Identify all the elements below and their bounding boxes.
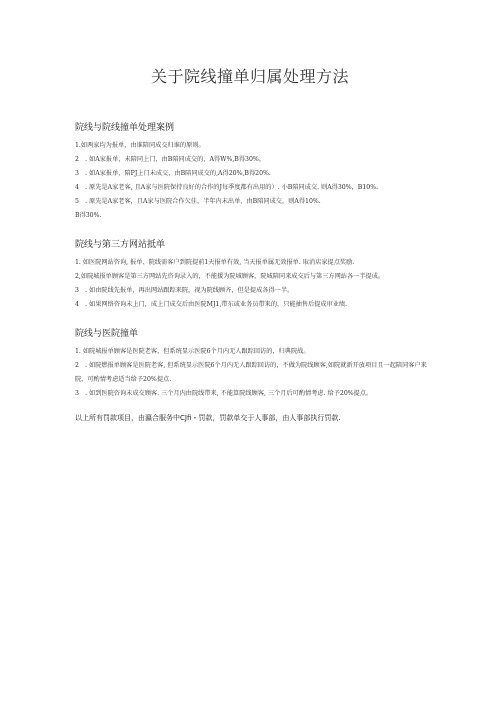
section-heading: 院线与院线撞单处理案例	[75, 123, 175, 133]
paragraph: 3 . 如由院线先报单，再出网站跟踪来院，视为院线顾齐，但是提成各得一半。	[75, 287, 294, 294]
section-hospital-line-vs-hospital-line	[75, 120, 430, 223]
section-hospital-line-vs-hospital	[75, 326, 430, 401]
paragraph: 3 . 如A家报单，陪PJ上门未成交，由B陪同成交的,A得20%,B得20%.	[75, 170, 271, 177]
paragraph: 2 . 如院燃报单顾客是医院老客, 但系统显示医院6个月内无人跟踪回访的，不做为院线顾客,如院就新开放项目且一起陪同客户来院，可酌情考虑适当给予20%提点.	[75, 362, 427, 383]
paragraph: 1. 如院城报单顾客是医院老客，但系统显示医院6个月内无人跟踪回访的，归典院战。	[75, 348, 310, 355]
document-title: 关于院线撞单归属处理方法	[150, 67, 349, 86]
paragraph: 3 . 如到医院咨询未成交顾客. 三个月内由院线带来, 不能算院线顾客, 三个月后可酌情考虑. 给予20%提点。	[75, 390, 373, 397]
paragraph: 1. 如医院网站咨询, 报单、院线需客户到院提前1天报单有效, 当天报单属无效报单. 取消店家提点奖励.	[75, 259, 355, 266]
paragraph: 4 . 原先是A家老客, 且A家与医院保持良好的合作的J每季度都有出用的）. 小B陪同成交. 则A得30%，B10%.	[75, 184, 379, 191]
paragraph: B得30%.	[75, 212, 102, 219]
closing-note: 以上所有罚款项目，由瀛合服务中CJfi・罚款，罚款单交于人事部，由人事部执行罚款.	[75, 414, 341, 422]
paragraph: 2,如院城报单顾客是第三方网站先咨询录入的，不能援为院城顾客，院城陪同来成交后与第三方网站各一半提成。	[75, 273, 385, 280]
paragraph: 2 . 如A家报单，未陪同上门，由B陪同成交的，A得W%,B得30%。	[75, 156, 265, 163]
paragraph: 5 . 原先是A家老客，且A家与医院合作欠佳，半年内未出单，由B陪同成交，则A得10%.	[75, 198, 321, 205]
paragraph: 4 . 如果网络咨询未上门，成上门成交后由医院MJ1,带东或业务员带来的，只能抽售后提成审业绩.	[75, 301, 348, 308]
section-heading: 院线与医院撞单	[75, 329, 139, 339]
paragraph: 1.如两家均为报单，由谁陪同成交归谁的原则。	[75, 142, 205, 149]
section-heading: 院线与第三方网站抵单	[75, 240, 166, 250]
section-hospital-line-vs-third-party	[75, 237, 430, 312]
document-body	[75, 120, 430, 425]
